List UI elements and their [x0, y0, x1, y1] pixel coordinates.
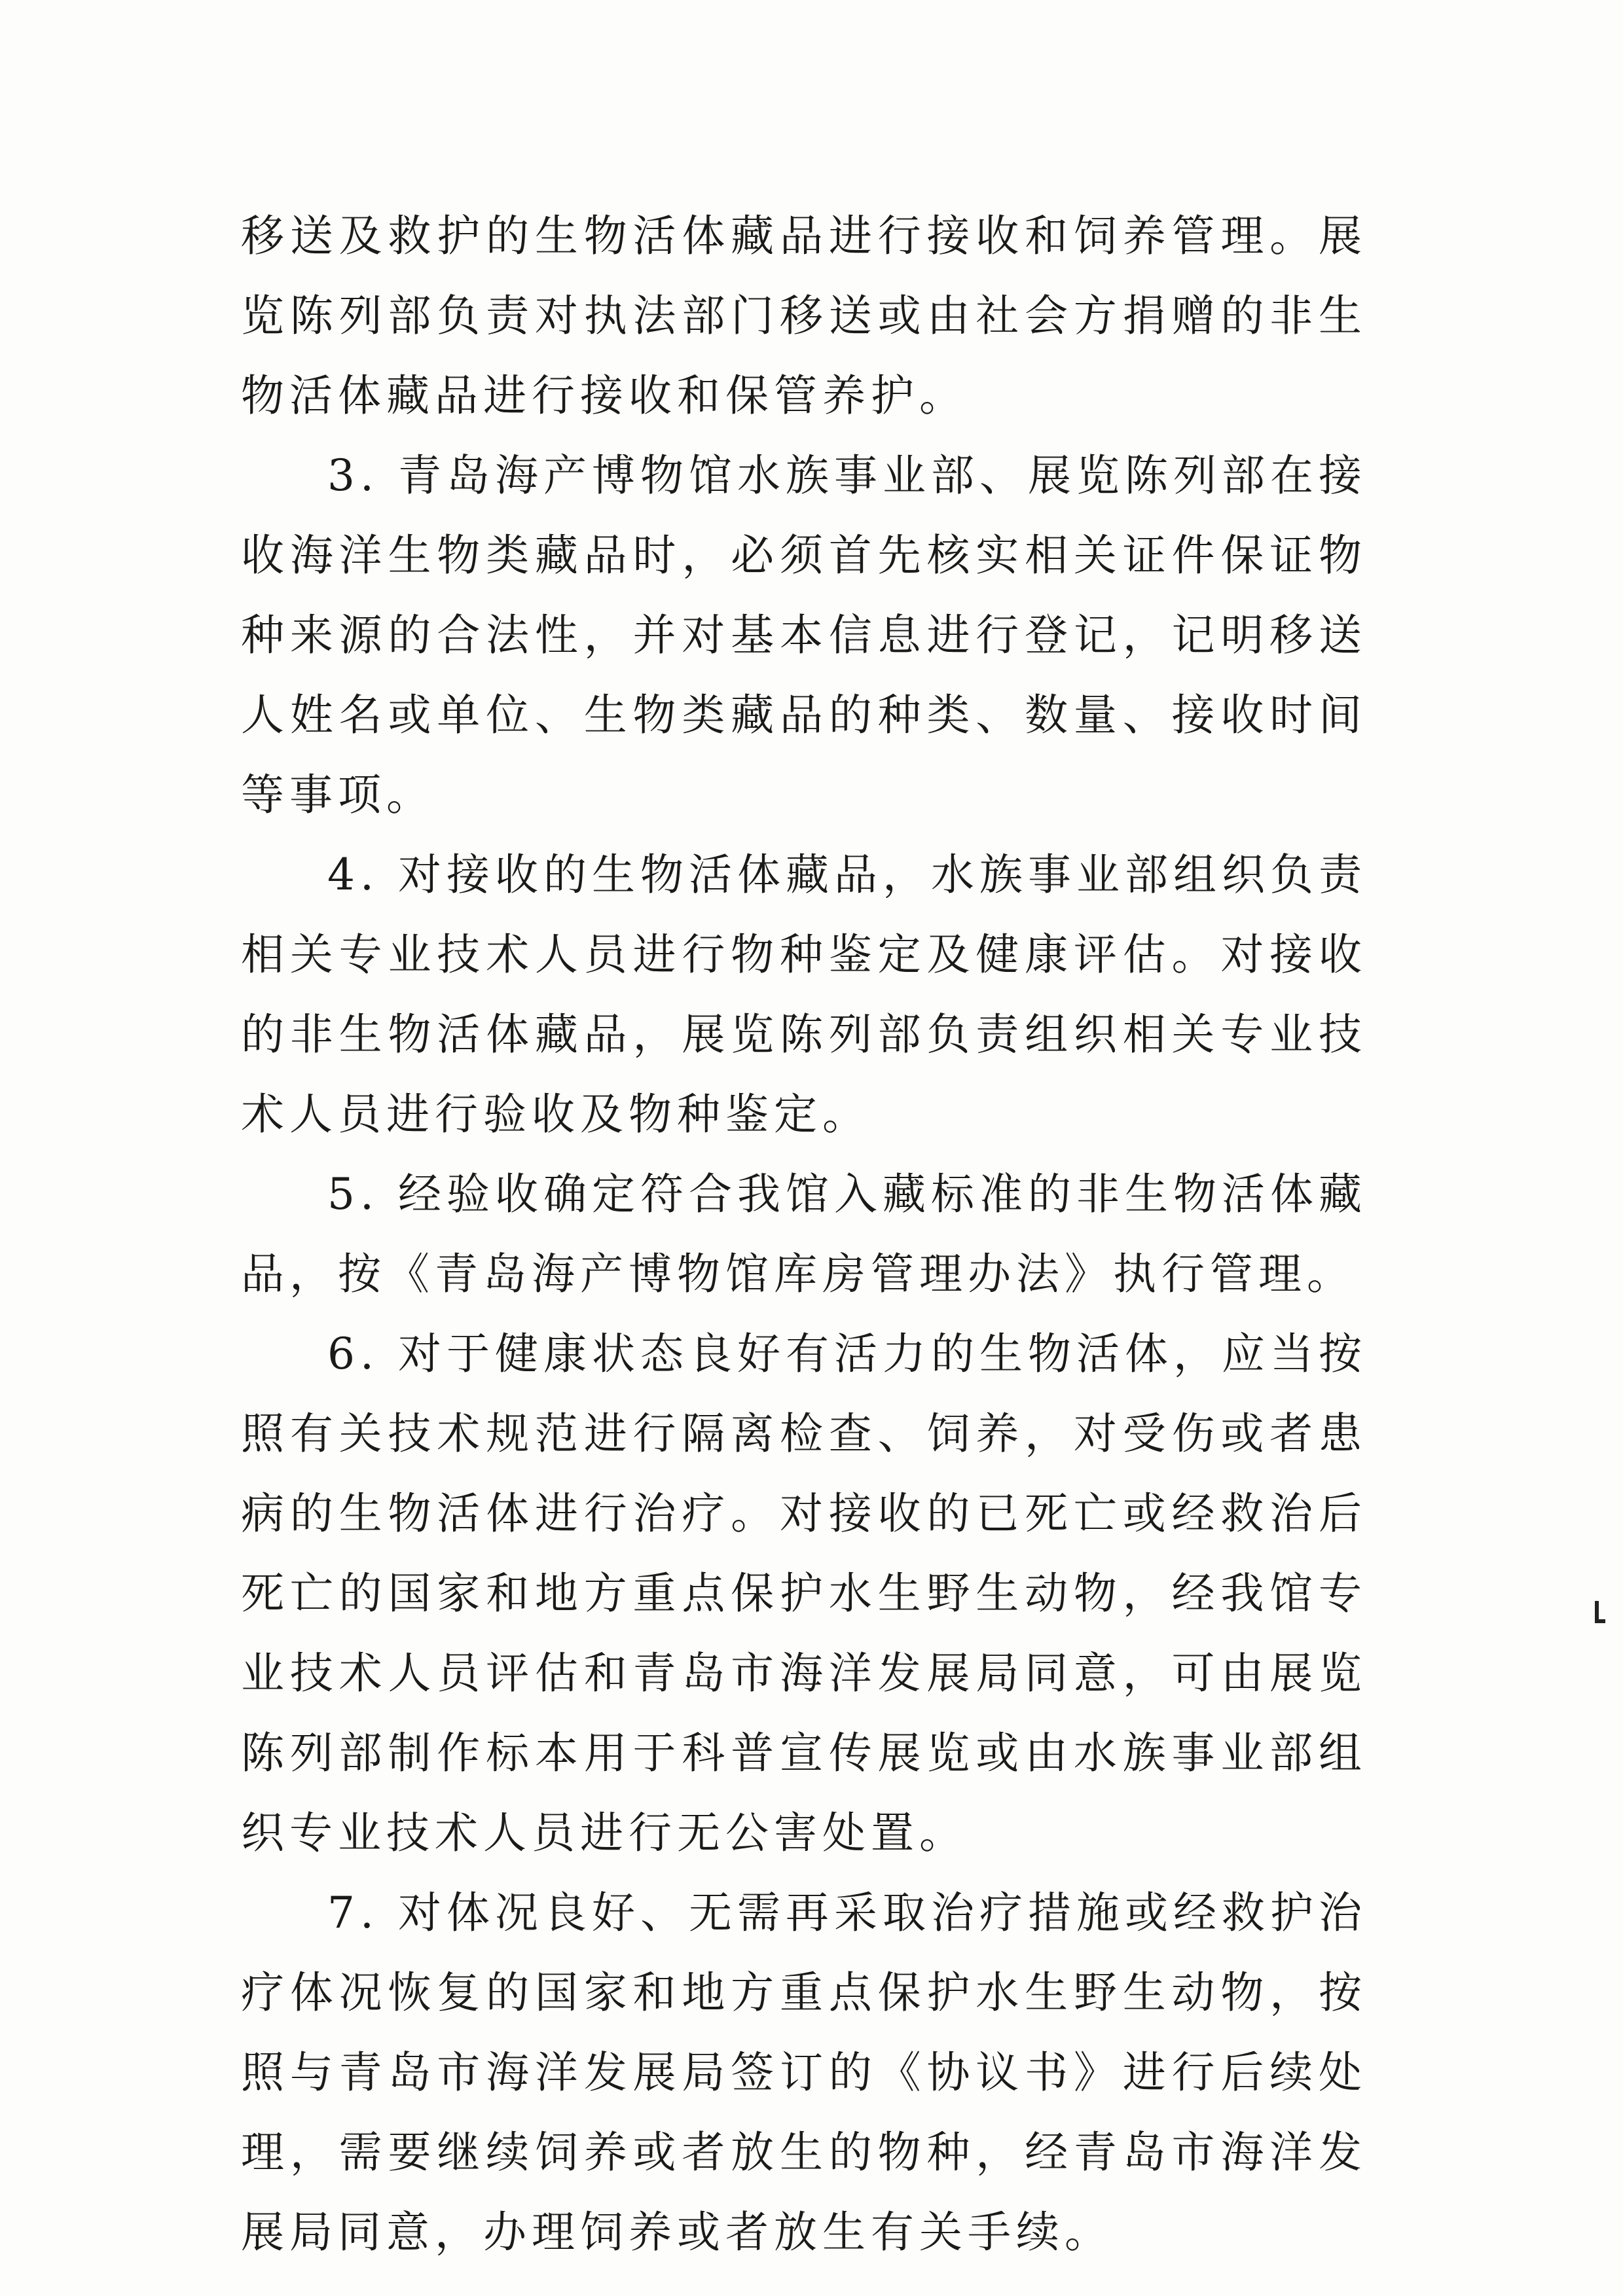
paragraph-item-6: 6. 对于健康状态良好有活力的生物活体，应当按照有关技术规范进行隔离检查、饲养，对受伤或者患病的生物活体进行治疗。对接收的已死亡或经救治后死亡的国家和地方重点保护水生野生动物，经我馆专业技术人员评估和青岛市海洋发展局同意，可由展览陈列部制作标本用于科普宣传展览或由水族事业部组织专业技术人员进行无公害处置。 — [241, 1329, 1367, 1858]
paragraph-item-3: 3. 青岛海产博物馆水族事业部、展览陈列部在接收海洋生物类藏品时，必须首先核实相关证件保证物种来源的合法性，并对基本信息进行登记，记明移送人姓名或单位、生物类藏品的种类、数量、接收时间等事项。 — [241, 450, 1367, 820]
scan-artifact-mark-foot — [1595, 1619, 1605, 1623]
paragraph-item-7: 7. 对体况良好、无需再采取治疗措施或经救护治疗体况恢复的国家和地方重点保护水生野生动物，按照与青岛市海洋发展局签订的《协议书》进行后续处理，需要继续饲养或者放生的物种，经青岛市海洋发展局同意，办理饲养或者放生有关手续。 — [241, 1888, 1367, 2257]
document-body — [241, 196, 1367, 2272]
paragraph-item-5: 5. 经验收确定符合我馆入藏标准的非生物活体藏品，按《青岛海产博物馆库房管理办法》执行管理。 — [241, 1169, 1367, 1299]
paragraph-item-4: 4. 对接收的生物活体藏品，水族事业部组织负责相关专业技术人员进行物种鉴定及健康评估。对接收的非生物活体藏品，展览陈列部负责组织相关专业技术人员进行验收及物种鉴定。 — [241, 850, 1367, 1139]
paragraph-continuation: 移送及救护的生物活体藏品进行接收和饲养管理。展览陈列部负责对执法部门移送或由社会方捐赠的非生物活体藏品进行接收和保管养护。 — [241, 211, 1367, 421]
